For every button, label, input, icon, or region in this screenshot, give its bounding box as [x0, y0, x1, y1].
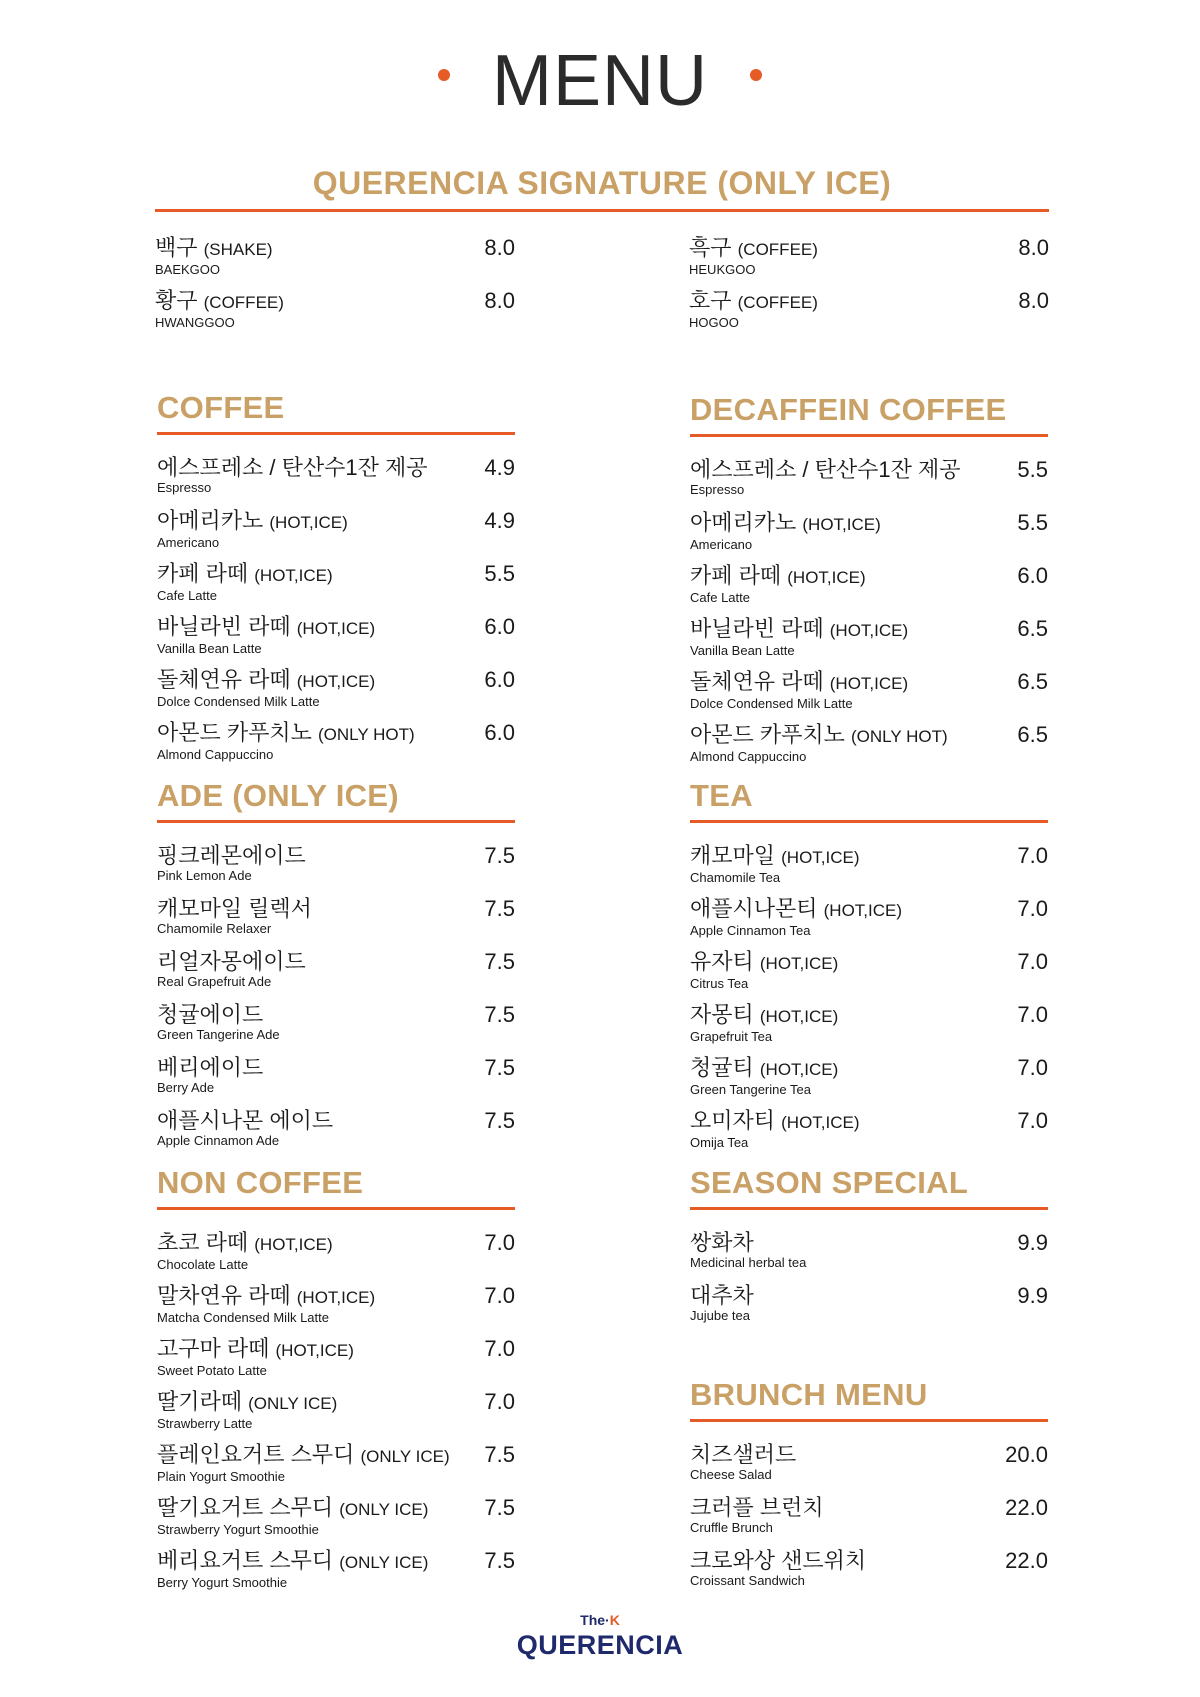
decaf-section — [690, 392, 1048, 776]
item-english-name: HWANGGOO — [155, 315, 235, 330]
item-korean-name — [690, 844, 1048, 870]
item-korean-name — [689, 236, 1049, 262]
menu-item — [157, 1003, 515, 1056]
item-option: (SHAKE) — [203, 240, 273, 259]
menu-item — [690, 1231, 1048, 1284]
item-price: 4.9 — [484, 508, 515, 533]
logo-the: The·K — [580, 1612, 620, 1628]
item-option: (HOT,ICE) — [823, 901, 903, 920]
item-korean-name — [157, 1390, 515, 1416]
item-korean-name — [690, 1056, 1048, 1082]
item-korean-text: 치즈샐러드 — [690, 1442, 797, 1467]
item-price: 8.0 — [484, 288, 515, 313]
item-english-name: Vanilla Bean Latte — [157, 641, 262, 656]
item-korean-name — [157, 509, 515, 535]
item-korean-text: 베리에이드 — [157, 1055, 264, 1080]
menu-item — [689, 236, 1049, 289]
item-korean-text: 베리요거트 스무디 — [157, 1548, 334, 1573]
item-korean-name — [690, 1496, 1048, 1520]
item-korean-text: 에스프레소 / 탄산수1잔 제공 — [157, 455, 428, 480]
item-english-name: Almond Cappuccino — [157, 747, 274, 762]
item-price: 6.5 — [1017, 616, 1048, 641]
menu-item — [690, 564, 1048, 617]
item-price: 7.0 — [1017, 1055, 1048, 1080]
menu-item — [690, 844, 1048, 897]
menu-item — [690, 1109, 1048, 1162]
item-korean-name — [690, 1443, 1048, 1467]
item-english-name: Croissant Sandwich — [690, 1573, 805, 1588]
item-option: (ONLY ICE) — [360, 1447, 450, 1466]
menu-item — [157, 668, 515, 721]
item-english-name: Citrus Tea — [690, 976, 749, 991]
item-korean-name — [690, 1109, 1048, 1135]
section-divider — [157, 432, 515, 435]
item-price: 7.0 — [484, 1230, 515, 1255]
item-price: 22.0 — [1005, 1495, 1048, 1520]
item-option: (ONLY ICE) — [339, 1500, 429, 1519]
menu-item — [157, 1337, 515, 1390]
item-english-name: Cafe Latte — [157, 588, 217, 603]
item-english-name: Chamomile Tea — [690, 870, 781, 885]
item-korean-name — [157, 950, 515, 974]
tea-section — [690, 778, 1048, 1162]
item-korean-text: 크로와상 샌드위치 — [690, 1548, 867, 1573]
item-korean-text: 바닐라빈 라떼 — [690, 616, 824, 641]
page-title: MENU — [492, 41, 708, 121]
brunch-items — [690, 1443, 1048, 1602]
item-korean-name — [690, 1549, 1048, 1573]
menu-item — [157, 844, 515, 897]
item-korean-name — [690, 670, 1048, 696]
item-korean-text: 아메리카노 — [690, 510, 797, 535]
item-option: (COFFEE) — [737, 293, 818, 312]
item-english-name: Berry Ade — [157, 1080, 215, 1095]
item-korean-text: 흑구 — [689, 235, 732, 260]
signature-right-column — [689, 236, 1049, 342]
section-divider — [157, 1207, 515, 1210]
item-korean-text: 돌체연유 라떼 — [157, 667, 291, 692]
item-price: 5.5 — [1017, 510, 1048, 535]
item-korean-text: 캐모마일 릴렉서 — [157, 896, 312, 921]
item-english-name: Medicinal herbal tea — [690, 1255, 807, 1270]
tea-items — [690, 844, 1048, 1162]
section-title: QUERENCIA SIGNATURE (ONLY ICE) — [312, 165, 892, 201]
menu-item — [155, 236, 515, 289]
item-english-name: Plain Yogurt Smoothie — [157, 1469, 285, 1484]
item-korean-name — [157, 668, 515, 694]
item-english-name: Strawberry Latte — [157, 1416, 253, 1431]
item-korean-text: 아몬드 카푸치노 — [690, 722, 845, 747]
menu-item — [690, 1496, 1048, 1549]
item-korean-text: 자몽티 — [690, 1002, 754, 1027]
item-korean-name — [690, 897, 1048, 923]
menu-item — [157, 562, 515, 615]
menu-item — [690, 1056, 1048, 1109]
item-price: 6.0 — [484, 667, 515, 692]
item-korean-name — [157, 1056, 515, 1080]
item-korean-text: 카페 라떼 — [690, 563, 782, 588]
item-english-name: Berry Yogurt Smoothie — [157, 1575, 288, 1590]
section-title: SEASON SPECIAL — [690, 1165, 969, 1200]
item-korean-name — [157, 721, 515, 747]
item-english-name: Chocolate Latte — [157, 1257, 249, 1272]
item-english-name: Strawberry Yogurt Smoothie — [157, 1522, 319, 1537]
item-price: 7.0 — [484, 1336, 515, 1361]
item-option: (HOT,ICE) — [254, 566, 333, 585]
item-english-name: Apple Cinnamon Tea — [690, 923, 811, 938]
menu-item — [690, 511, 1048, 564]
item-korean-name — [157, 1549, 515, 1575]
item-korean-text: 황구 — [155, 288, 198, 313]
item-korean-name — [690, 564, 1048, 590]
item-english-name: Espresso — [157, 480, 212, 495]
item-english-name: Dolce Condensed Milk Latte — [157, 694, 320, 709]
section-title: COFFEE — [157, 390, 285, 425]
menu-item — [157, 1443, 515, 1496]
section-divider — [155, 209, 1049, 212]
item-english-name: Chamomile Relaxer — [157, 921, 272, 936]
menu-item — [690, 1443, 1048, 1496]
item-price: 22.0 — [1005, 1548, 1048, 1573]
ade-items — [157, 844, 515, 1162]
item-korean-text: 고구마 라떼 — [157, 1336, 270, 1361]
menu-item — [157, 721, 515, 774]
item-price: 7.5 — [484, 949, 515, 974]
item-price: 7.5 — [484, 1002, 515, 1027]
item-price: 5.5 — [1017, 457, 1048, 482]
item-option: (HOT,ICE) — [296, 619, 376, 638]
item-korean-text: 백구 — [155, 235, 198, 260]
item-option: (HOT,ICE) — [275, 1341, 354, 1360]
item-korean-text: 오미자티 — [690, 1108, 776, 1133]
noncoffee-section — [157, 1165, 515, 1602]
section-divider — [690, 820, 1048, 823]
item-price: 7.5 — [484, 1055, 515, 1080]
item-price: 20.0 — [1005, 1442, 1048, 1467]
item-korean-name — [689, 289, 1049, 315]
item-korean-text: 청귤에이드 — [157, 1002, 264, 1027]
item-option: (HOT,ICE) — [254, 1235, 333, 1254]
item-english-name: Omija Tea — [690, 1135, 749, 1150]
item-korean-text: 쌍화차 — [690, 1230, 754, 1255]
item-korean-name — [690, 1231, 1048, 1255]
item-english-name: Americano — [690, 537, 753, 552]
item-korean-text: 호구 — [689, 288, 732, 313]
item-korean-name — [157, 1109, 515, 1133]
menu-item — [690, 670, 1048, 723]
item-english-name: Apple Cinnamon Ade — [157, 1133, 280, 1148]
menu-item — [690, 897, 1048, 950]
section-title: ADE (ONLY ICE) — [157, 778, 399, 813]
item-option: (HOT,ICE) — [829, 674, 909, 693]
item-price: 7.0 — [484, 1283, 515, 1308]
item-price: 9.9 — [1017, 1230, 1048, 1255]
item-korean-text: 바닐라빈 라떼 — [157, 614, 291, 639]
coffee-items — [157, 456, 515, 774]
item-price: 6.0 — [1017, 563, 1048, 588]
item-option: (HOT,ICE) — [781, 1113, 860, 1132]
item-korean-name — [690, 1284, 1048, 1308]
item-english-name: Americano — [157, 535, 220, 550]
menu-item — [690, 617, 1048, 670]
item-price: 7.0 — [1017, 949, 1048, 974]
item-korean-text: 유자티 — [690, 949, 754, 974]
menu-header — [0, 40, 1200, 122]
item-option: (ONLY HOT) — [318, 725, 415, 744]
menu-item — [155, 289, 515, 342]
item-korean-text: 애플시나몬 에이드 — [157, 1108, 334, 1133]
item-korean-name — [157, 456, 515, 480]
decaf-items — [690, 458, 1048, 776]
item-korean-text: 핑크레몬에이드 — [157, 843, 306, 868]
coffee-section — [157, 390, 515, 774]
orange-dot-icon — [750, 69, 762, 81]
item-english-name: Jujube tea — [690, 1308, 750, 1323]
item-korean-text: 초코 라떼 — [157, 1230, 249, 1255]
item-korean-name — [690, 1003, 1048, 1029]
item-option: (HOT,ICE) — [787, 568, 866, 587]
item-english-name: Espresso — [690, 482, 745, 497]
menu-item — [690, 950, 1048, 1003]
menu-item — [157, 1549, 515, 1602]
item-korean-text: 딸기라떼 — [157, 1389, 243, 1414]
item-option: (ONLY ICE) — [248, 1394, 338, 1413]
item-option: (HOT,ICE) — [759, 1007, 839, 1026]
item-korean-text: 리얼자몽에이드 — [157, 949, 306, 974]
item-english-name: Vanilla Bean Latte — [690, 643, 795, 658]
item-option: (COFFEE) — [737, 240, 818, 259]
item-english-name: HOGOO — [689, 315, 739, 330]
item-price: 7.5 — [484, 1442, 515, 1467]
noncoffee-items — [157, 1231, 515, 1602]
logo-name: QUERENCIA — [516, 1630, 684, 1660]
menu-item — [157, 1390, 515, 1443]
item-price: 7.5 — [484, 1548, 515, 1573]
item-korean-text: 애플시나몬티 — [690, 896, 818, 921]
menu-item — [690, 1003, 1048, 1056]
menu-item — [157, 456, 515, 509]
item-option: (ONLY HOT) — [851, 727, 948, 746]
item-option: (HOT,ICE) — [802, 515, 881, 534]
item-korean-name — [155, 289, 515, 315]
menu-item — [157, 1284, 515, 1337]
item-korean-text: 대추차 — [690, 1283, 754, 1308]
item-price: 6.0 — [484, 614, 515, 639]
item-korean-text: 플레인요거트 스무디 — [157, 1442, 355, 1467]
item-korean-name — [157, 1003, 515, 1027]
item-option: (HOT,ICE) — [296, 1288, 376, 1307]
menu-item — [157, 1056, 515, 1109]
item-korean-name — [157, 562, 515, 588]
item-korean-name — [157, 1337, 515, 1363]
item-english-name: Pink Lemon Ade — [157, 868, 252, 883]
item-price: 7.0 — [484, 1389, 515, 1414]
menu-item — [690, 458, 1048, 511]
signature-section — [155, 165, 1049, 342]
menu-item — [157, 950, 515, 1003]
item-korean-text: 돌체연유 라떼 — [690, 669, 824, 694]
item-price: 8.0 — [1018, 288, 1049, 313]
item-korean-name — [157, 1496, 515, 1522]
section-divider — [690, 1207, 1048, 1210]
menu-item — [157, 1109, 515, 1162]
item-english-name: Matcha Condensed Milk Latte — [157, 1310, 329, 1325]
item-korean-name — [690, 723, 1048, 749]
item-korean-text: 에스프레소 / 탄산수1잔 제공 — [690, 457, 961, 482]
item-option: (HOT,ICE) — [781, 848, 860, 867]
brunch-section — [690, 1377, 1048, 1602]
item-option: (HOT,ICE) — [296, 672, 376, 691]
orange-dot-icon — [438, 69, 450, 81]
item-korean-text: 말차연유 라떼 — [157, 1283, 291, 1308]
item-korean-name — [690, 458, 1048, 482]
section-divider — [157, 820, 515, 823]
section-title: NON COFFEE — [157, 1165, 364, 1200]
item-korean-name — [157, 844, 515, 868]
item-korean-text: 캐모마일 — [690, 843, 776, 868]
item-price: 5.5 — [484, 561, 515, 586]
menu-item — [157, 615, 515, 668]
section-divider — [690, 1419, 1048, 1422]
item-korean-text: 카페 라떼 — [157, 561, 249, 586]
item-english-name: Cruffle Brunch — [690, 1520, 773, 1535]
item-english-name: BAEKGOO — [155, 262, 221, 277]
item-english-name: Almond Cappuccino — [690, 749, 807, 764]
item-english-name: Grapefruit Tea — [690, 1029, 773, 1044]
item-option: (ONLY ICE) — [339, 1553, 429, 1572]
menu-item — [157, 1496, 515, 1549]
item-price: 8.0 — [1018, 235, 1049, 260]
brand-logo — [0, 1612, 1200, 1661]
item-korean-name — [157, 1443, 515, 1469]
item-korean-name — [157, 897, 515, 921]
item-price: 7.0 — [1017, 843, 1048, 868]
item-price: 6.0 — [484, 720, 515, 745]
item-option: (HOT,ICE) — [269, 513, 348, 532]
item-korean-name — [157, 1231, 515, 1257]
item-price: 7.5 — [484, 1495, 515, 1520]
item-option: (HOT,ICE) — [759, 954, 839, 973]
item-english-name: HEUKGOO — [689, 262, 756, 277]
item-price: 7.5 — [484, 1108, 515, 1133]
item-price: 7.0 — [1017, 1002, 1048, 1027]
season-section — [690, 1165, 1048, 1337]
item-korean-name — [155, 236, 515, 262]
item-price: 7.0 — [1017, 1108, 1048, 1133]
item-english-name: Green Tangerine Ade — [157, 1027, 280, 1042]
section-title: DECAFFEIN COFFEE — [690, 392, 1007, 427]
item-english-name: Sweet Potato Latte — [157, 1363, 267, 1378]
item-korean-name — [690, 950, 1048, 976]
menu-item — [690, 1284, 1048, 1337]
item-korean-text: 청귤티 — [690, 1055, 754, 1080]
item-korean-text: 아메리카노 — [157, 508, 264, 533]
item-option: (HOT,ICE) — [759, 1060, 839, 1079]
item-korean-name — [157, 615, 515, 641]
item-price: 6.5 — [1017, 722, 1048, 747]
item-english-name: Dolce Condensed Milk Latte — [690, 696, 853, 711]
section-title: BRUNCH MENU — [690, 1377, 928, 1412]
section-title: TEA — [690, 778, 753, 813]
item-price: 9.9 — [1017, 1283, 1048, 1308]
item-english-name: Green Tangerine Tea — [690, 1082, 811, 1097]
menu-item — [157, 1231, 515, 1284]
item-price: 4.9 — [484, 455, 515, 480]
signature-left-column — [155, 236, 515, 342]
item-option: (HOT,ICE) — [829, 621, 909, 640]
item-english-name: Real Grapefruit Ade — [157, 974, 272, 989]
menu-item — [157, 897, 515, 950]
item-price: 7.5 — [484, 843, 515, 868]
menu-item — [689, 289, 1049, 342]
item-price: 7.5 — [484, 896, 515, 921]
item-korean-name — [690, 511, 1048, 537]
item-korean-text: 아몬드 카푸치노 — [157, 720, 312, 745]
item-korean-text: 크러플 브런치 — [690, 1495, 824, 1520]
item-english-name: Cafe Latte — [690, 590, 750, 605]
menu-item — [157, 509, 515, 562]
item-price: 6.5 — [1017, 669, 1048, 694]
section-divider — [690, 434, 1048, 437]
item-option: (COFFEE) — [203, 293, 284, 312]
ade-section — [157, 778, 515, 1162]
item-price: 8.0 — [484, 235, 515, 260]
item-english-name: Cheese Salad — [690, 1467, 772, 1482]
item-korean-name — [157, 1284, 515, 1310]
item-price: 7.0 — [1017, 896, 1048, 921]
menu-item — [690, 723, 1048, 776]
item-korean-name — [690, 617, 1048, 643]
item-korean-text: 딸기요거트 스무디 — [157, 1495, 334, 1520]
season-items — [690, 1231, 1048, 1337]
menu-item — [690, 1549, 1048, 1602]
